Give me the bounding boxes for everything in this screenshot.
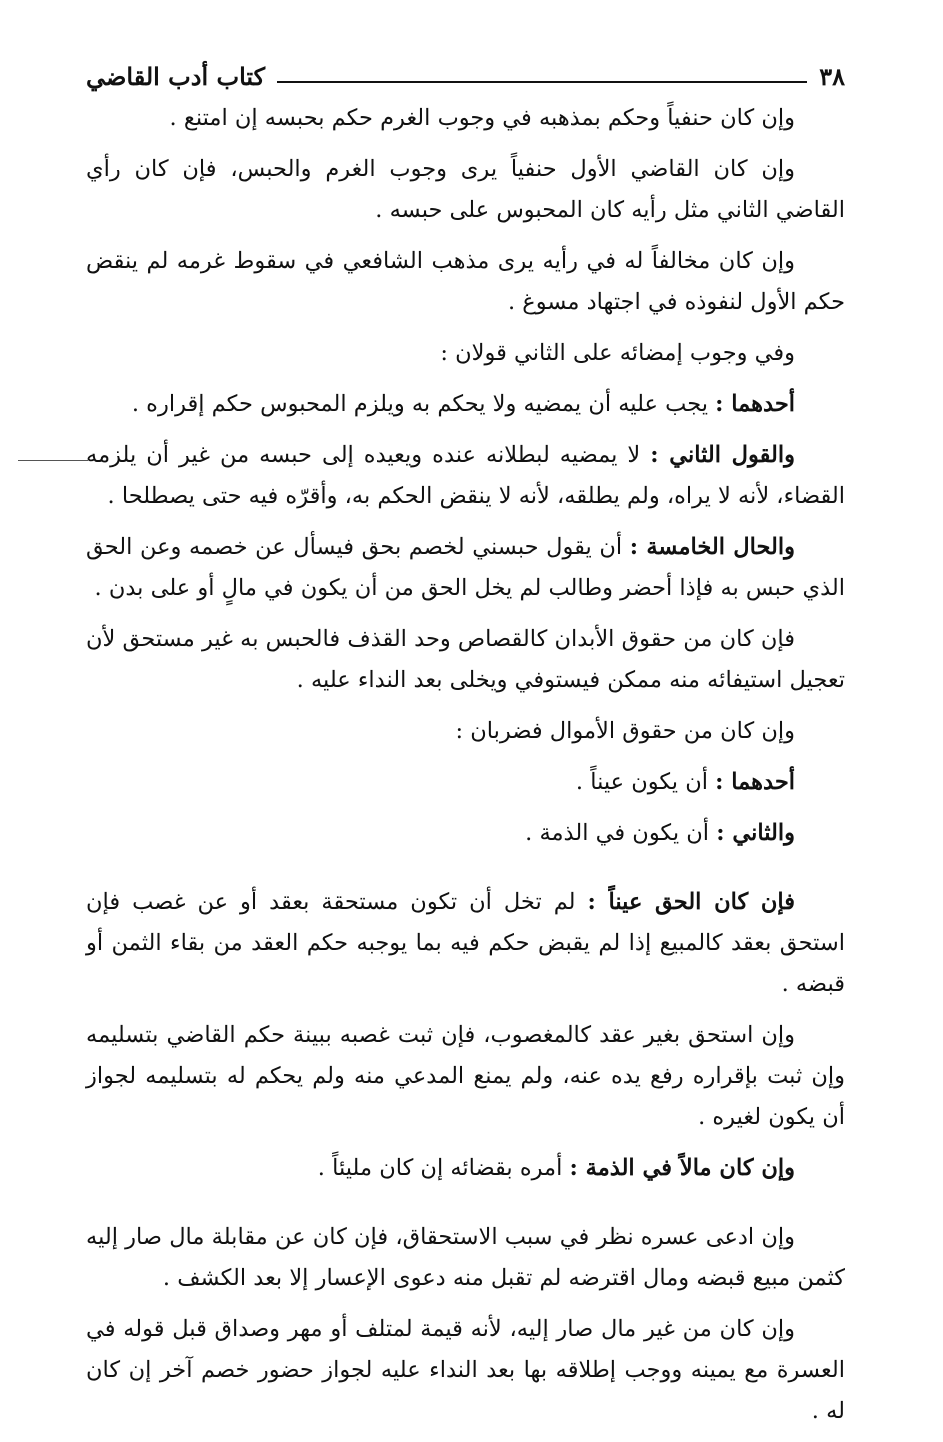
paragraph-16: وإن كان من غير مال صار إليه، لأنه قيمة لمتلف أو مهر وصداق قبل قوله في العسرة مع يمينه ووجب إطلاقه بها بعد النداء عليه لجواز حضور خصم آخر إن كان له .	[86, 1316, 845, 1424]
paragraph-12: فإن كان الحق عيناً : لم تخل أن تكون مستحقة بعقد أو عن غصب فإن استحق بعقد كالمبيع إذا لم يقبض حكم فيه بما يوجبه حكم العقد من بقاء الثمن أو قبضه .	[86, 889, 845, 997]
paragraph-9: وإن كان من حقوق الأموال فضربان :	[455, 718, 795, 744]
page-number: ٣٨	[819, 61, 845, 91]
paragraph-7: والحال الخامسة : أن يقول حبسني لخصم بحق فيسأل عن خصمه وعن الحق الذي حبس به فإذا أحضر وطالب لم يخل الحق من أن يكون في مالٍ أو على بدن .	[86, 534, 845, 601]
paragraph-5: أحدهما : يجب عليه أن يمضيه ولا يحكم به ويلزم المحبوس حكم إقراره .	[131, 391, 795, 417]
paragraph-2: وإن كان القاضي الأول حنفياً يرى وجوب الغرم والحبس، فإن كان رأي القاضي الثاني مثل رأيه كان المحبوس على حبسه .	[86, 156, 845, 223]
paragraph-13: وإن استحق بغير عقد كالمغصوب، فإن ثبت غصبه ببينة حكم القاضي بتسليمه وإن ثبت بإقراره رفع يده عنه، ولم يمنع المدعي منه ولم يحكم له بتسليمه لجواز أن يكون لغيره .	[86, 1022, 845, 1130]
paragraph-15: وإن ادعى عسره نظر في سبب الاستحقاق، فإن كان عن مقابلة مال صار إليه كثمن مبيع قبضه ومال اقترضه لم تقبل منه دعوى الإعسار إلا بعد الكشف .	[86, 1224, 845, 1291]
page-header	[86, 56, 845, 96]
header-rule	[277, 81, 807, 83]
paragraph-14: وإن كان مالاً في الذمة : أمره بقضائه إن كان مليئاً .	[317, 1155, 795, 1181]
paragraph-1: وإن كان حنفياً وحكم بمذهبه في وجوب الغرم حكم بحبسه إن امتنع .	[169, 105, 795, 131]
page-body	[86, 98, 845, 1442]
book-title: كتاب أدب القاضي	[86, 61, 266, 91]
paragraph-10: أحدهما : أن يكون عيناً .	[575, 769, 795, 795]
paragraph-11: والثاني : أن يكون في الذمة .	[525, 820, 795, 846]
paragraph-4: وفي وجوب إمضائه على الثاني قولان :	[440, 340, 795, 366]
paragraph-8: فإن كان من حقوق الأبدان كالقصاص وحد القذف فالحبس به غير مستحق لأن تعجيل استيفائه منه ممكن فيستوفي ويخلى بعد النداء عليه .	[86, 626, 845, 693]
margin-line	[18, 460, 88, 461]
paragraph-6: والقول الثاني : لا يمضيه لبطلانه عنده ويعيده إلى حبسه من غير أن يلزمه القضاء، لأنه لا يراه، ولم يطلقه، لأنه لا ينقض الحكم به، وأقرّه فيه حتى يصطلحا .	[86, 442, 845, 509]
paragraph-3: وإن كان مخالفاً له في رأيه يرى مذهب الشافعي في سقوط غرمه لم ينقض حكم الأول لنفوذه في اجتهاد مسوغ .	[86, 248, 845, 315]
